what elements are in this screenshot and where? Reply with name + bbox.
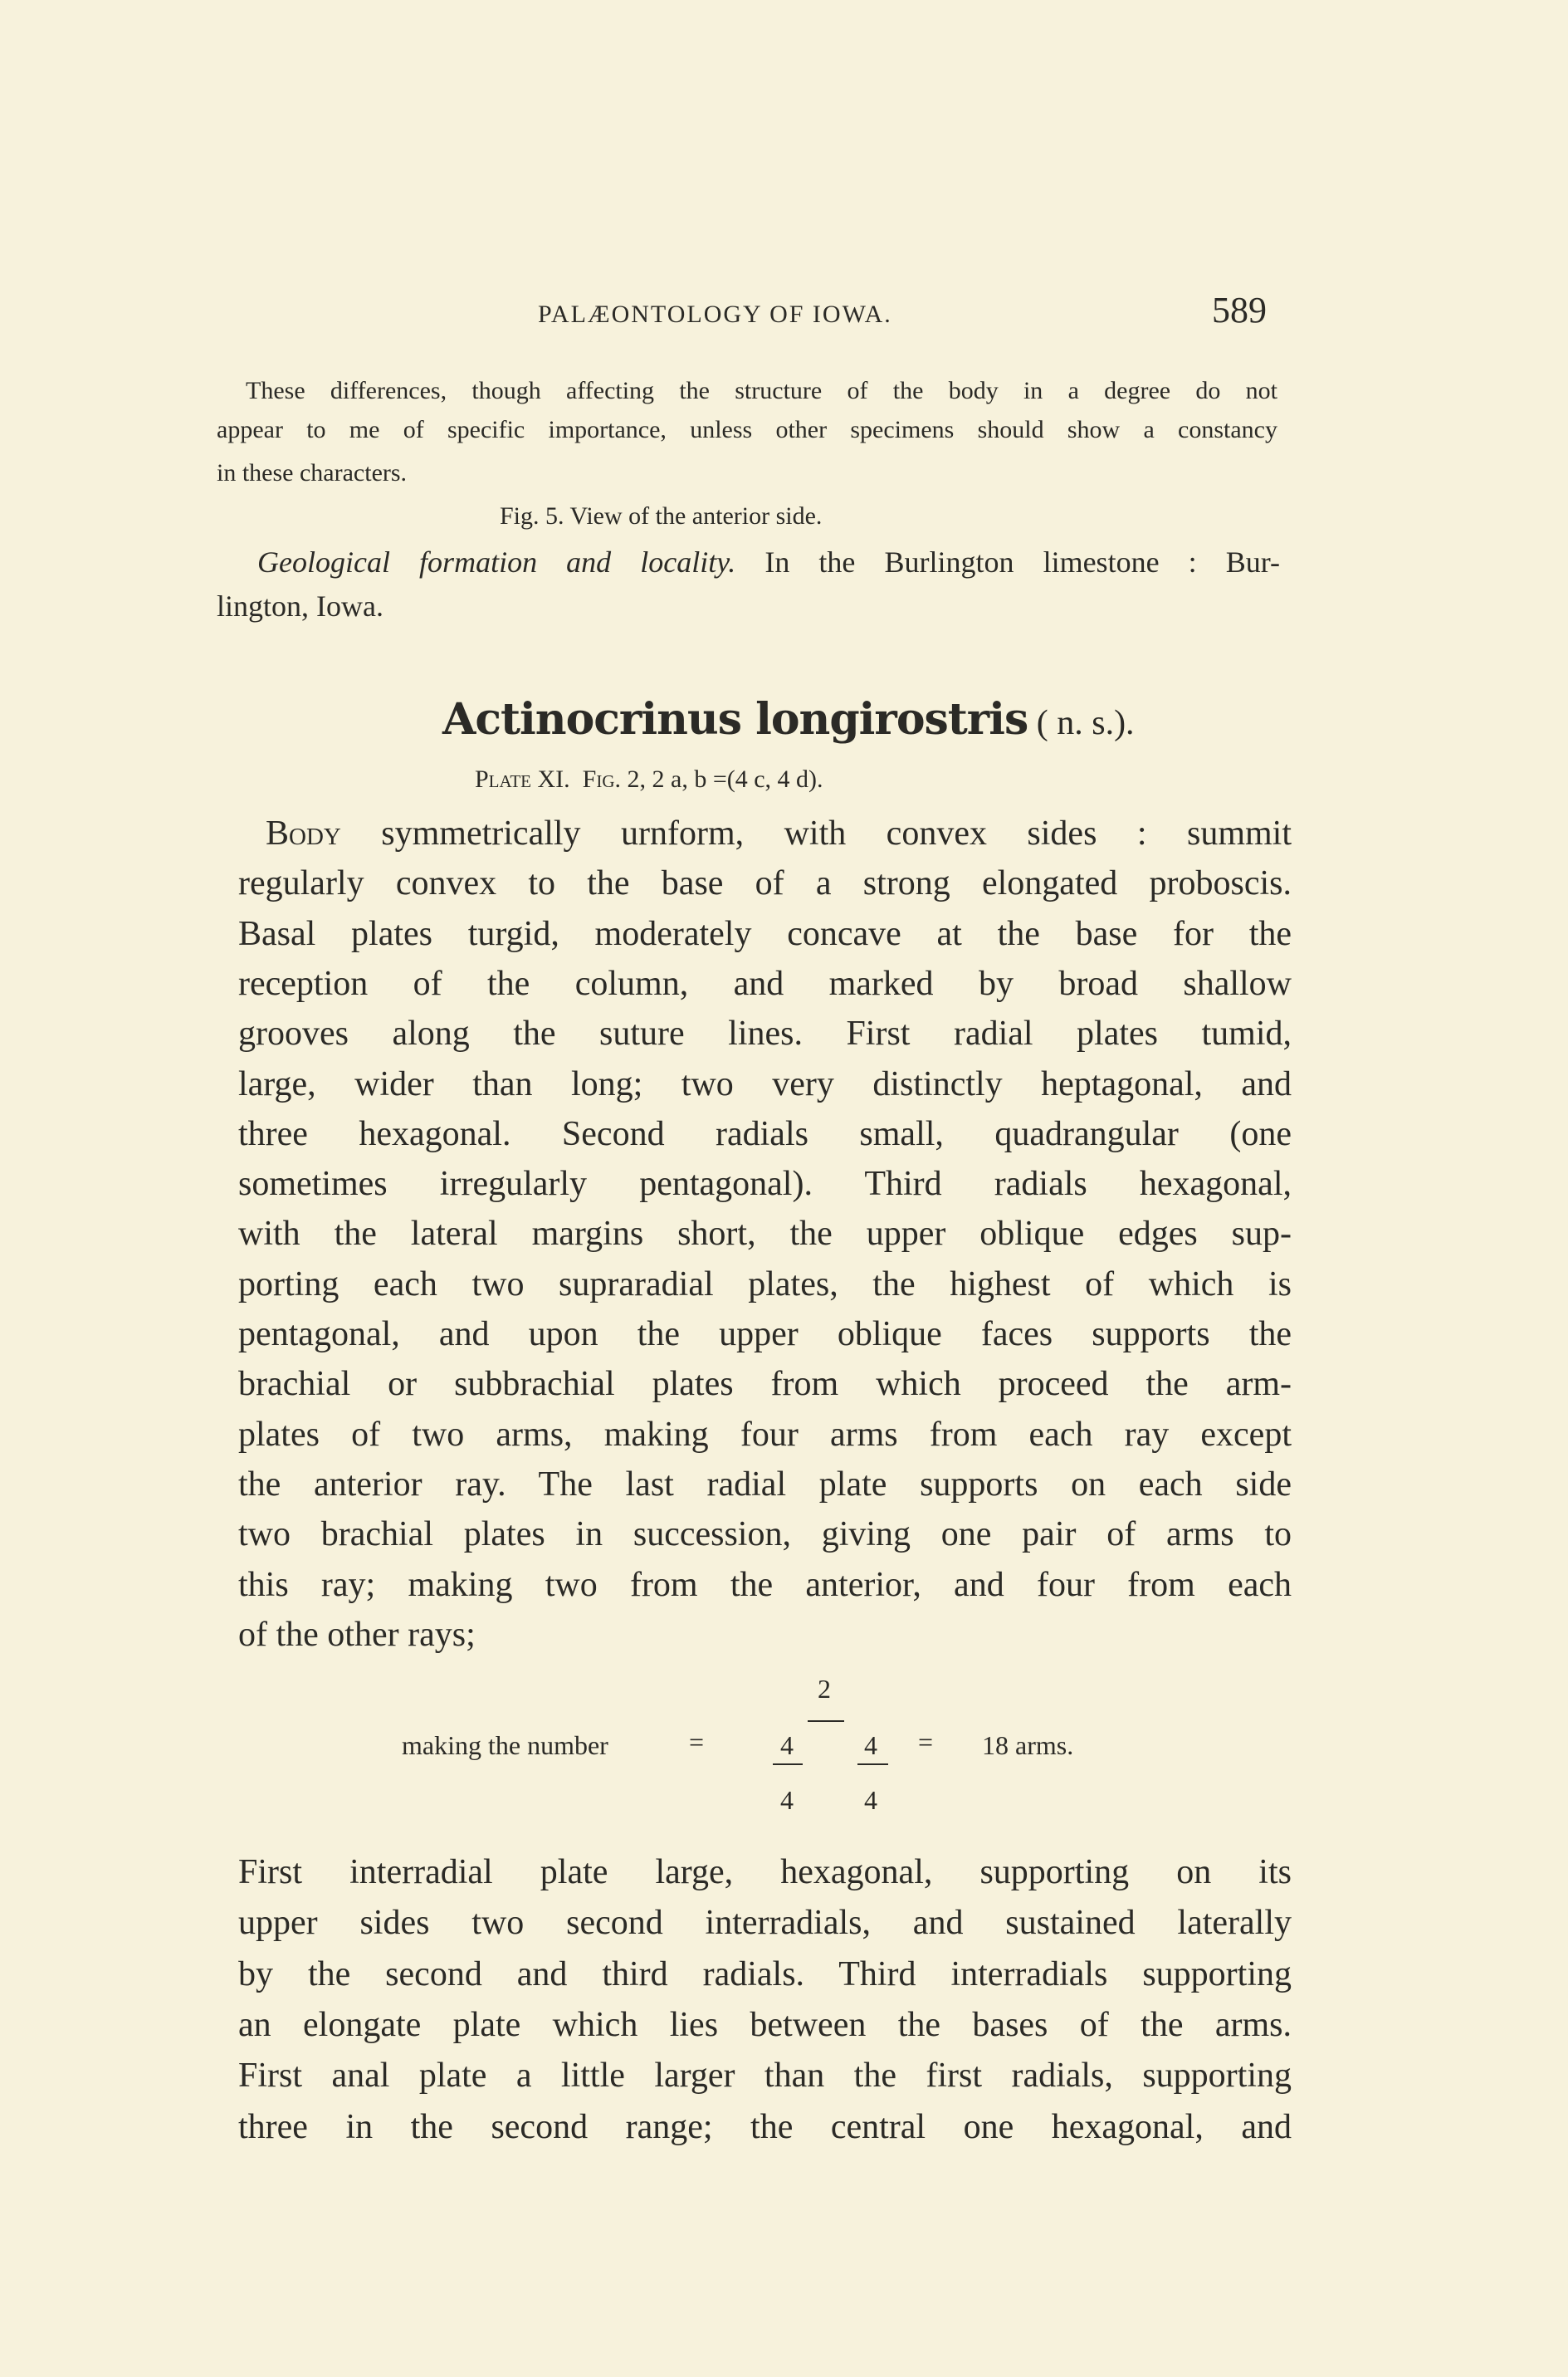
locality-label: Geological formation and locality. <box>257 545 736 579</box>
formula-left-bottom: 4 <box>780 1785 794 1815</box>
body-line: large, wider than long; two very distinctly heptagonal, and <box>238 1064 1292 1103</box>
locality-line <box>257 540 1280 584</box>
intro-line: These differences, though affecting the structure of the body in a degree do not <box>246 377 1277 404</box>
formula-right-top: 4 <box>864 1730 877 1760</box>
body-line: an elongate plate which lies between the bases of the arms. <box>238 2005 1292 2044</box>
body-line: of the other rays; <box>238 1615 476 1654</box>
body-line: two brachial plates in succession, giving one pair of arms to <box>238 1515 1292 1554</box>
body-line: pentagonal, and upon the upper oblique faces supports the <box>238 1315 1292 1353</box>
formula-right-bottom: 4 <box>864 1785 877 1815</box>
body-line: the anterior ray. The last radial plate supports on each side <box>238 1465 1292 1504</box>
body-line: Basal plates turgid, moderately concave at the base for the <box>238 914 1292 953</box>
body-line <box>266 809 1292 858</box>
species-suffix: ( n. s.). <box>1028 704 1135 742</box>
body-line: upper sides two second interradials, and sustained laterally <box>238 1904 1292 1943</box>
fraction-bar <box>857 1763 888 1765</box>
body-line: First interradial plate large, hexagonal, supporting on its <box>238 1853 1292 1891</box>
body-line: regularly convex to the base of a strong elongated proboscis. <box>238 864 1292 903</box>
formula-result: 18 arms. <box>982 1730 1074 1760</box>
formula-equals: = <box>918 1727 934 1757</box>
body-line: porting each two supraradial plates, the highest of which is <box>238 1264 1292 1303</box>
body-line: sometimes irregularly pentagonal). Third radials hexagonal, <box>238 1165 1292 1204</box>
plate-reference <box>475 765 823 794</box>
formula-mid-top: 2 <box>818 1674 831 1704</box>
intro-line: appear to me of specific importance, unless other specimens should show a constancy <box>217 416 1277 443</box>
body-line: three hexagonal. Second radials small, quadrangular (one <box>238 1114 1292 1153</box>
running-title: PALÆONTOLOGY OF IOWA. <box>538 301 892 328</box>
locality-continuation: lington, Iowa. <box>217 589 383 623</box>
species-heading <box>442 694 1135 745</box>
body-line: plates of two arms, making four arms from each ray except <box>238 1415 1292 1454</box>
page-number: 589 <box>1212 290 1267 330</box>
formula-left-top: 4 <box>780 1730 794 1760</box>
body-line: by the second and third radials. Third interradials supporting <box>238 1954 1292 1993</box>
figure-caption: Fig. 5. View of the anterior side. <box>500 502 823 530</box>
fraction-bar <box>808 1720 844 1722</box>
species-name: Actinocrinus longirostris <box>442 694 1028 745</box>
formula-equals: = <box>689 1727 705 1757</box>
formula-label: making the number <box>402 1730 608 1760</box>
body-line: brachial or subbrachial plates from which proceed the arm- <box>238 1365 1292 1404</box>
body-line: reception of the column, and marked by broad shallow <box>238 964 1292 1003</box>
body-line: First anal plate a little larger than the first radials, supporting <box>238 2057 1292 2096</box>
fraction-bar <box>773 1763 803 1765</box>
locality-text: In the Burlington limestone : Bur- <box>735 545 1281 579</box>
intro-line: in these characters. <box>217 459 408 487</box>
body-line: grooves along the suture lines. First radial plates tumid, <box>238 1015 1292 1054</box>
body-line: with the lateral margins short, the upper oblique edges sup- <box>238 1215 1292 1254</box>
lead-word: Body <box>266 814 341 853</box>
line-text: symmetrically urnform, with convex sides : summit <box>340 814 1292 853</box>
body-line: three in the second range; the central one hexagonal, and <box>238 2107 1292 2146</box>
fig-label: Fig. <box>582 765 622 793</box>
fig-numbers: 2, 2 a, b =(4 c, 4 d). <box>621 765 823 793</box>
plate-label: Plate XI. <box>475 765 570 793</box>
body-line: this ray; making two from the anterior, and four from each <box>238 1565 1292 1604</box>
